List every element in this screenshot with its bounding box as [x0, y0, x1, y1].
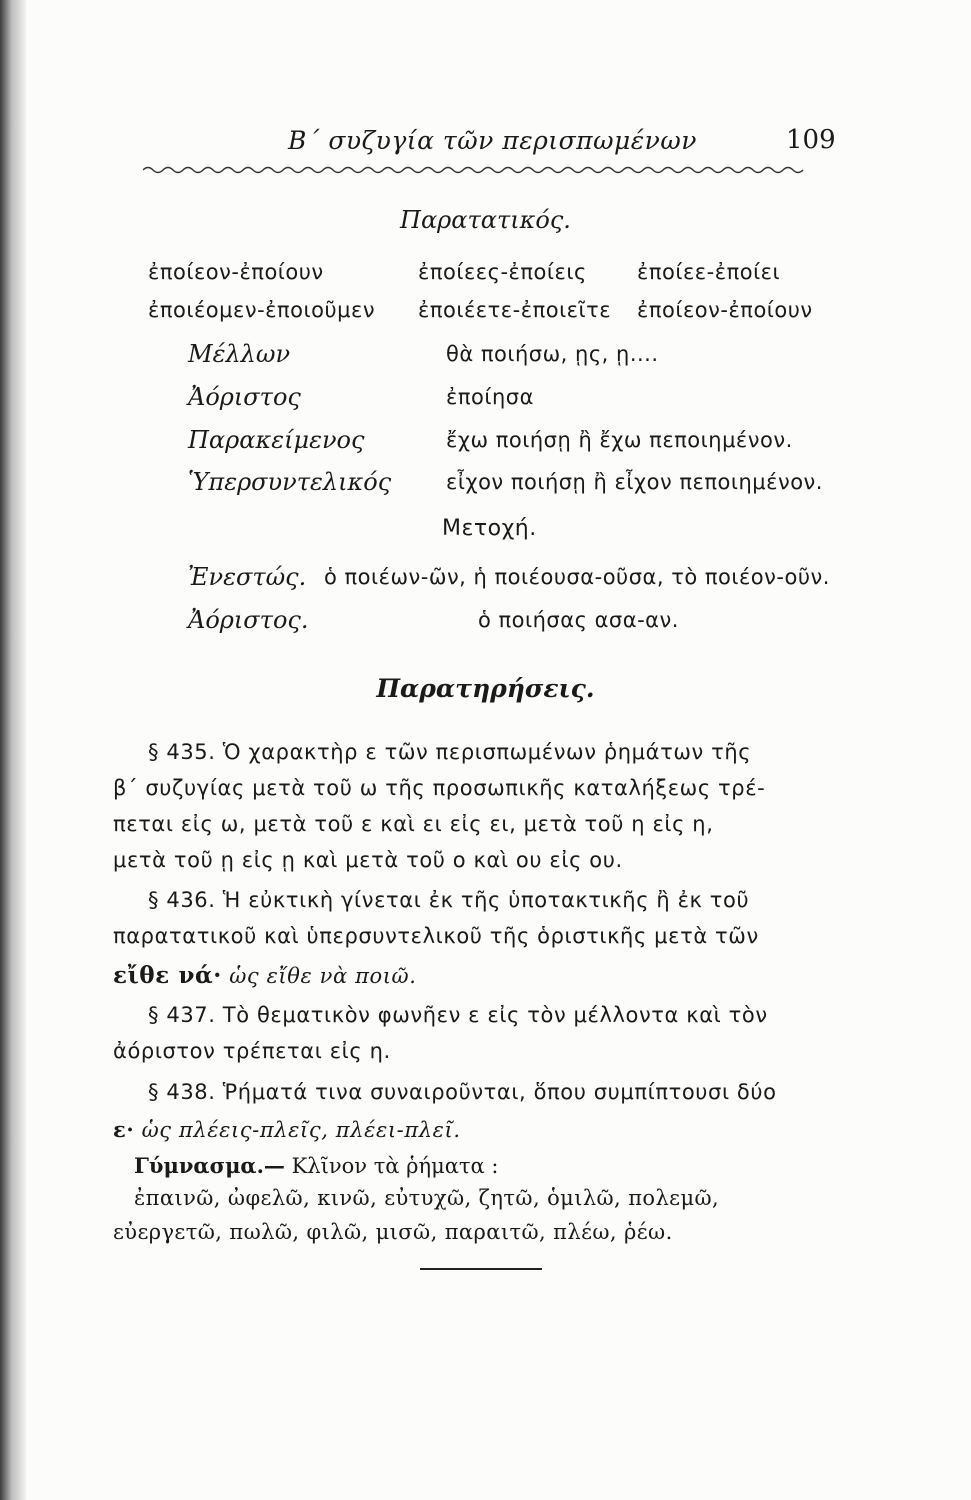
- paragraph-437-line: § 437. Τὸ θεματικὸν φωνῆεν ε εἰς τὸν μέλλοντα καὶ τὸν: [148, 1003, 768, 1027]
- paragraph-437-line: ἀόριστον τρέπεται εἰς η.: [113, 1039, 391, 1063]
- participle-name: Ἐνεστώς.: [188, 563, 307, 591]
- paragraph-436-line-3: [113, 962, 417, 989]
- paragraph-435-line: § 435. Ὁ χαρακτὴρ ε τῶν περισπωμένων ῥημάτων τῆς: [148, 740, 752, 764]
- imperfect-cell: ἐποίεον-ἐποίουν: [148, 260, 324, 284]
- page-number: 109: [786, 125, 836, 155]
- imperfect-cell: ἐποίεες-ἐποίεις: [418, 260, 587, 284]
- participle-name: Ἀόριστος.: [188, 606, 309, 634]
- paragraph-438-line: § 438. Ῥήματά τινα συναιροῦνται, ὅπου συμπίπτουσι δύο: [148, 1080, 777, 1104]
- paragraph-435-line: πεται εἰς ω, μετὰ τοῦ ε καὶ ει εἰς ει, μετὰ τοῦ η εἰς η,: [113, 812, 714, 836]
- paragraph-436-line: § 436. Ἡ εὐκτικὴ γίνεται ἐκ τῆς ὑποτακτικῆς ἢ ἐκ τοῦ: [148, 888, 750, 912]
- tense-name: Μέλλων: [188, 340, 291, 368]
- participle-form: ὁ ποιέων-ῶν, ἡ ποιέουσα-οῦσα, τὸ ποιέον-οῦν.: [324, 565, 830, 589]
- running-header-title: Β΄ συζυγία τῶν περισπωμένων: [288, 126, 697, 155]
- paragraph-436-line: παρατατικοῦ καὶ ὑπερσυντελικοῦ τῆς ὁριστικῆς μετὰ τῶν: [113, 924, 759, 948]
- contraction-example: ὡς πλέεις-πλεῖς, πλέει-πλεῖ.: [141, 1118, 461, 1142]
- imperfect-heading: Παρατατικός.: [400, 206, 571, 234]
- header-wavy-rule: [143, 162, 833, 178]
- tense-name: Παρακείμενος: [188, 426, 365, 454]
- observations-heading: Παρατηρήσεις.: [376, 674, 595, 703]
- eithe-na-bold: εἴθε νά·: [113, 962, 222, 989]
- participle-heading: Μετοχή.: [442, 516, 537, 541]
- end-rule: [420, 1268, 542, 1270]
- exercise-verbs-line: εὐεργετῶ, πωλῶ, φιλῶ, μισῶ, παραιτῶ, πλέω, ῥέω.: [113, 1220, 673, 1244]
- exercise-verbs-line: ἐπαινῶ, ὠφελῶ, κινῶ, εὐτυχῶ, ζητῶ, ὁμιλῶ, πολεμῶ,: [134, 1186, 720, 1210]
- participle-form: ὁ ποιήσας ασα-αν.: [478, 608, 679, 632]
- tense-form: ἔχω ποιήσῃ ἢ ἔχω πεποιημένον.: [446, 428, 793, 452]
- paragraph-435-line: β΄ συζυγίας μετὰ τοῦ ω τῆς προσωπικῆς καταλήξεως τρέ-: [113, 776, 766, 800]
- tense-name: Ὑπερσυντελικός: [188, 468, 392, 496]
- exercise-heading-line: [134, 1153, 498, 1178]
- epsilon-bold: ε·: [113, 1117, 135, 1142]
- imperfect-cell: ἐποίεε-ἐποίει: [637, 260, 781, 284]
- eithe-na-example: ὡς εἴθε νὰ ποιῶ.: [229, 964, 417, 988]
- imperfect-cell: ἐποιέομεν-ἐποιοῦμεν: [148, 298, 376, 322]
- tense-name: Ἀόριστος: [188, 383, 301, 411]
- tense-form: ἐποίησα: [446, 385, 534, 409]
- tense-form: θὰ ποιήσω, ῃς, ῃ....: [446, 342, 659, 366]
- paragraph-435-line: μετὰ τοῦ ῃ εἰς ῃ καὶ μετὰ τοῦ ο καὶ ου εἰς ου.: [113, 848, 623, 872]
- exercise-label: Γύμνασμα.—: [134, 1153, 285, 1178]
- imperfect-cell: ἐποιέετε-ἐποιεῖτε: [418, 298, 612, 322]
- imperfect-cell: ἐποίεον-ἐποίουν: [637, 298, 813, 322]
- paragraph-438-line-2: [113, 1117, 461, 1142]
- exercise-instruction: Κλῖνον τὰ ῥήματα :: [291, 1154, 499, 1178]
- tense-form: εἶχον ποιήσῃ ἢ εἶχον πεποιημένον.: [446, 470, 823, 494]
